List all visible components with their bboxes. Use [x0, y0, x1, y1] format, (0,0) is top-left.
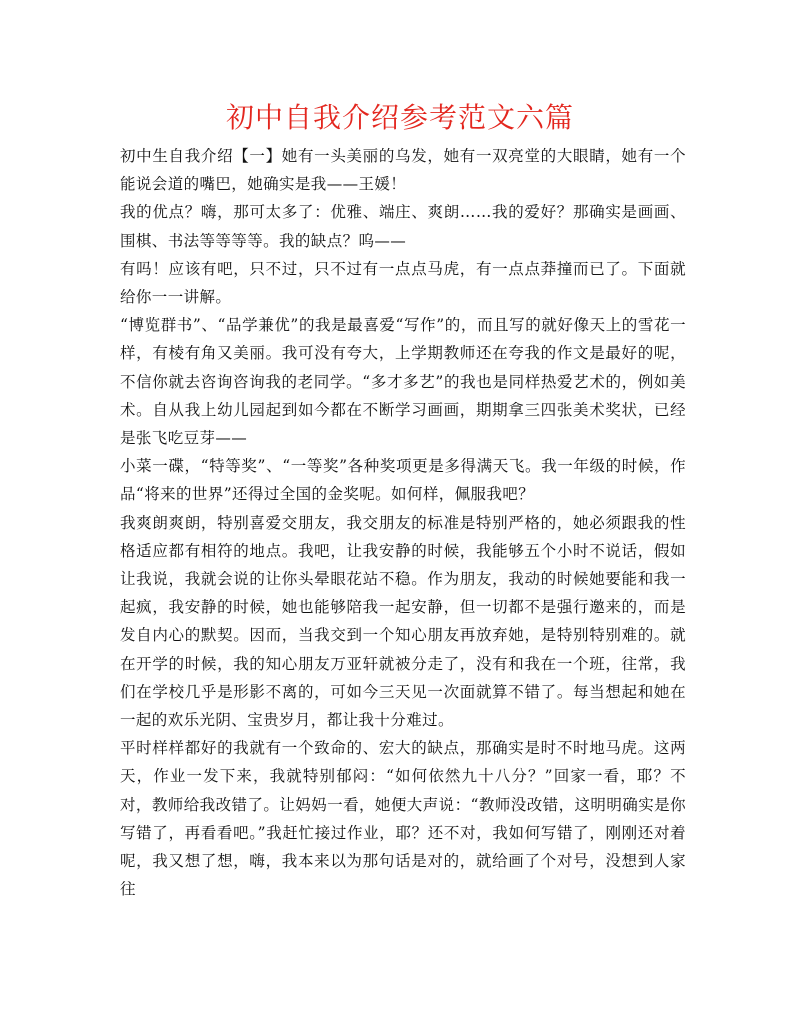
paragraph: 初中生自我介绍【一】她有一头美丽的乌发，她有一双亮堂的大眼睛，她有一个能说会道的嘴巴，她确实是我——王媛！	[120, 147, 686, 194]
paragraph: 有吗！应该有吧，只不过，只不过有一点点马虎，有一点点莽撞而已了。下面就给你一一讲解。	[120, 259, 686, 307]
paragraph: 小菜一碟，“特等奖”、“一等奖”各种奖项更是多得满天飞。我一年级的时候，作品“将来的世界”还得过全国的金奖呢。如何样，佩服我吧？	[120, 457, 686, 504]
paragraph: “博览群书”、“品学兼优”的我是最喜爱“写作”的，而且写的就好像天上的雪花一样，有棱有角又美丽。我可没有夸大，上学期教师还在夸我的作文是最好的呢，不信你就去咨询咨询我的老同学。“多才多艺”的我也是同样热爱艺术的，例如美术。自从我上幼儿园起到如今都在不断学习画画，期期拿三四张美术奖状，已经是张飞吃豆芽——	[120, 316, 686, 448]
paragraph: 平时样样都好的我就有一个致命的、宏大的缺点，那确实是时不时地马虎。这两天，作业一发下来，我就特别郁闷：“如何依然九十八分？”回家一看，耶？不对，教师给我改错了。让妈妈一看，她便大声说：“教师没改错，这明明确实是你写错了，再看看吧。”我赶忙接过作业，耶？还不对，我如何写错了，刚刚还对着呢，我又想了想，嗨，我本来以为那句话是对的，就给画了个对号，没想到人家往	[120, 739, 686, 899]
document-body	[120, 142, 686, 903]
document-title: 初中自我介绍参考范文六篇	[225, 101, 574, 134]
paragraph: 我的优点？嗨，那可太多了：优雅、端庄、爽朗……我的爱好？那确实是画画、围棋、书法等等等等。我的缺点？呜——	[120, 203, 686, 250]
paragraph: 我爽朗爽朗，特别喜爱交朋友，我交朋友的标准是特别严格的，她必须跟我的性格适应都有相符的地点。我吧，让我安静的时候，我能够五个小时不说话，假如让我说，我就会说的让你头晕眼花站不稳。作为朋友，我动的时候她要能和我一起疯，我安静的时候，她也能够陪我一起安静，但一切都不是强行邀来的，而是发自内心的默契。因而，当我交到一个知心朋友再放弃她，是特别特别难的。就在开学的时候，我的知心朋友万亚轩就被分走了，没有和我在一个班，往常，我们在学校几乎是形影不离的，可如今三天见一次面就算不错了。每当想起和她在一起的欢乐光阴、宝贵岁月，都让我十分难过。	[120, 513, 686, 730]
